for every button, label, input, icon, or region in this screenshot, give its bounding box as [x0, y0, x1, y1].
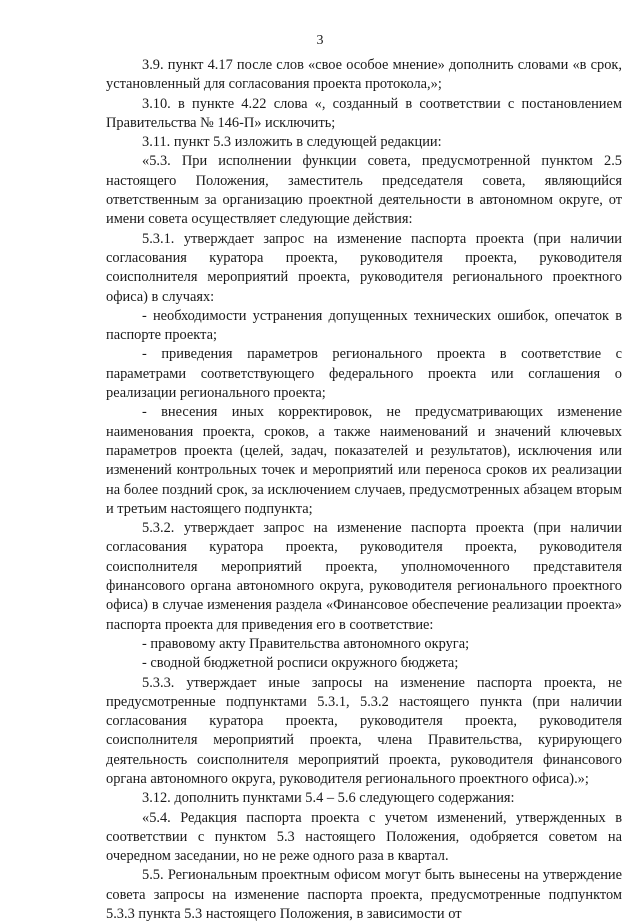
list-item: - правовому акту Правительства автономного округа;: [142, 635, 470, 652]
page-number: 3: [316, 33, 324, 48]
paragraph-3-9: 3.9. пункт 4.17 после слов «свое особое мнение» дополнить словами «в срок, установленный для согласования проекта протокола,»;: [106, 57, 622, 93]
paragraph-3-10: 3.10. в пункте 4.22 слова «, созданный в соответствии с постановлением Правительства № 146-П» исключить;: [106, 95, 622, 131]
paragraph-5-3-2: 5.3.2. утверждает запрос на изменение паспорта проекта (при наличии согласования куратора проекта, руководителя проекта, руководителя соисполнителя мероприятий проекта, уполномоченного представителя финансового органа автономного округа, руководителя регионального проектного офиса) в случае изменения раздела «Финансовое обеспечение реализации проекта» паспорта проекта для приведения его в соответствие:: [106, 520, 622, 633]
paragraph-5-3: «5.3. При исполнении функции совета, предусмотренной пунктом 2.5 настоящего Положения, заместитель председателя совета, являющийся ответственным за организацию проектной деятельности в автономном округе, от имени совета осуществляет следующие действия:: [106, 153, 622, 228]
paragraph-5-4: «5.4. Редакция паспорта проекта с учетом изменений, утвержденных в соответствии с пунктом 5.3 настоящего Положения, одобряется советом на очередном заседании, но не реже одного раза в квартал.: [106, 809, 622, 865]
list-item: - сводной бюджетной росписи окружного бюджета;: [142, 655, 459, 672]
paragraph-5-3-3: 5.3.3. утверждает иные запросы на изменение паспорта проекта, не предусмотренные подпунктами 5.3.1, 5.3.2 настоящего пункта (при наличии согласования куратора проекта, руководителя проекта, руководителя соисполнителя мероприятий проекта, члена Правительства, курирующего деятельность соисполнителя мероприятий проекта, руководителя финансового органа автономного округа, руководителя регионального проектного офиса).»;: [106, 674, 622, 787]
document-body: [106, 56, 622, 924]
list-item: - внесения иных корректировок, не предусматривающих изменение наименования проекта, сроков, а также наименований и значений ключевых параметров проекта (целей, задач, показателей и результатов), исключения или изменений контрольных точек и мероприятий или переноса сроков их реализации на более поздний срок, за исключением случаев, предусмотренных абзацем вторым и третьим настоящего подпункта;: [106, 404, 622, 517]
paragraph-5-5: 5.5. Региональным проектным офисом могут быть вынесены на утверждение совета запросы на изменение паспорта проекта, предусмотренные подпунктом 5.3.3 пункта 5.3 настоящего Положения, в зависимости от: [106, 867, 622, 923]
list-item: - приведения параметров регионального проекта в соответствие с параметрами соответствующего федерального проекта или соглашения о реализации регионального проекта;: [106, 346, 622, 402]
list-item: - необходимости устранения допущенных технических ошибок, опечаток в паспорте проекта;: [106, 307, 622, 344]
paragraph-5-3-1: 5.3.1. утверждает запрос на изменение паспорта проекта (при наличии согласования куратора проекта, руководителя проекта, руководителя соисполнителя мероприятий проекта, руководителя регионального проектного офиса) в случаях:: [106, 230, 622, 305]
paragraph-3-11: 3.11. пункт 5.3 изложить в следующей редакции:: [142, 134, 442, 151]
paragraph-3-12: 3.12. дополнить пунктами 5.4 – 5.6 следующего содержания:: [142, 790, 515, 807]
